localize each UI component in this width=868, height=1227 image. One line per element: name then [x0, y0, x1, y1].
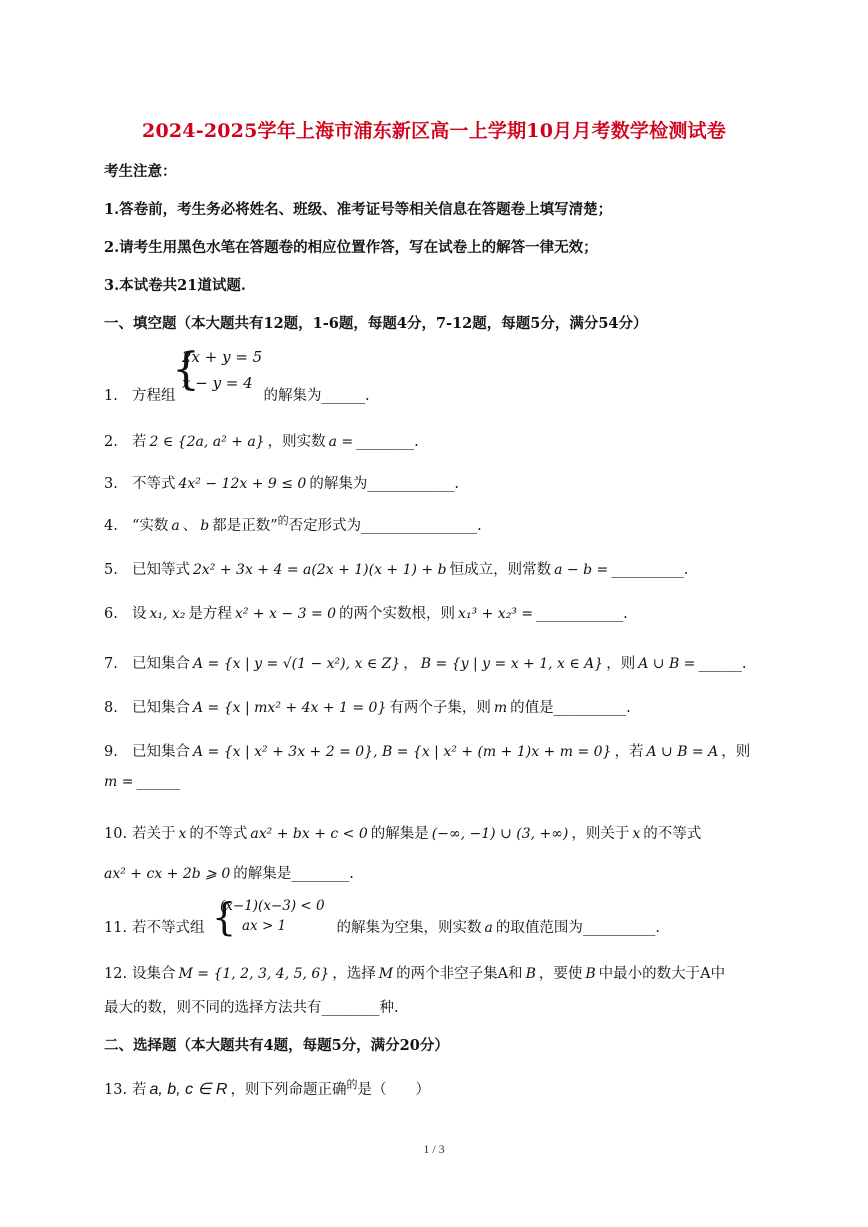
section2-heading: 二、选择题（本大题共有4题，每题5分，满分20分） — [104, 1037, 449, 1054]
section1-heading: 一、填空题（本大题共有12题，1-6题，每题4分，7-12题，每题5分，满分54分） — [104, 315, 648, 332]
notice-item-1: 1.答卷前，考生务必将姓名、班级、准考证号等相关信息在答题卷上填写清楚； — [104, 201, 613, 218]
question-12-line2: 最大的数，则不同的选择方法共有________种. — [104, 1000, 399, 1016]
q1-equation-system: { 2x + y = 5 x − y = 4 — [172, 344, 263, 395]
q1-eq2: x − y = 4 — [182, 374, 253, 392]
q11-inequality-system: { (x−1)(x−3) < 0 ax > 1 — [212, 895, 325, 939]
q11-ineq2: ax > 1 — [242, 918, 287, 934]
question-11: 11. 若不等式组 的解集为空集，则实数 a 的取值范围为__________. — [104, 920, 660, 936]
question-13: 13. 若 a, b, c ∈ R ，则下列命题正确$^的$是（ ） — [104, 1078, 430, 1098]
question-5: 5. 已知等式 2x² + 3x + 4 = a(2x + 1)(x + 1) + b 恒成立，则常数 a − b = __________. — [104, 562, 689, 578]
question-4: 4. “实数 a 、 b 都是正数”$^的$否定形式为________________. — [104, 514, 482, 534]
notice-heading: 考生注意： — [104, 163, 177, 180]
question-9-line2: m = ______ — [104, 774, 180, 790]
notice-item-3: 3.本试卷共21道试题. — [104, 277, 246, 294]
question-10: 10. 若关于 x 的不等式 ax² + bx + c < 0 的解集是 (−∞, −1) ∪ (3, +∞) ，则关于 x 的不等式 — [104, 826, 702, 842]
question-2: 2. 若 2 ∈ {2a, a² + a} ，则实数 a = ________. — [104, 434, 419, 450]
question-3: 3. 不等式 4x² − 12x + 9 ≤ 0 的解集为____________. — [104, 476, 459, 492]
question-9: 9. 已知集合 A = {x | x² + 3x + 2 = 0}, B = {x | x² + (m + 1)x + m = 0} ，若 A ∪ B = A ，则 — [104, 744, 751, 760]
question-7: 7. 已知集合 A = {x | y = √(1 − x²), x ∈ Z} ， B = {y | y = x + 1, x ∈ A} ，则 A ∪ B = ______. — [104, 656, 747, 672]
question-10-line2: ax² + cx + 2b ⩾ 0 的解集是________. — [104, 866, 354, 882]
question-12: 12. 设集合 M = {1, 2, 3, 4, 5, 6} ，选择 M 的两个非空子集A和 B ，要使 B 中最小的数大于A中 — [104, 966, 726, 982]
q11-ineq1: (x−1)(x−3) < 0 — [220, 898, 325, 914]
q1-eq1: 2x + y = 5 — [182, 348, 263, 366]
page-number: 1 / 3 — [423, 1142, 445, 1156]
question-6: 6. 设 x₁, x₂ 是方程 x² + x − 3 = 0 的两个实数根，则 x₁³ + x₂³ = ____________. — [104, 606, 628, 622]
question-8: 8. 已知集合 A = {x | mx² + 4x + 1 = 0} 有两个子集，则 m 的值是__________. — [104, 700, 631, 716]
notice-item-2: 2.请考生用黑色水笔在答题卷的相应位置作答，写在试卷上的解答一律无效； — [104, 239, 598, 256]
question-1: 1. 方程组 的解集为______. — [104, 388, 370, 404]
exam-title: 2024-2025学年上海市浦东新区高一上学期10月月考数学检测试卷 — [142, 120, 726, 142]
